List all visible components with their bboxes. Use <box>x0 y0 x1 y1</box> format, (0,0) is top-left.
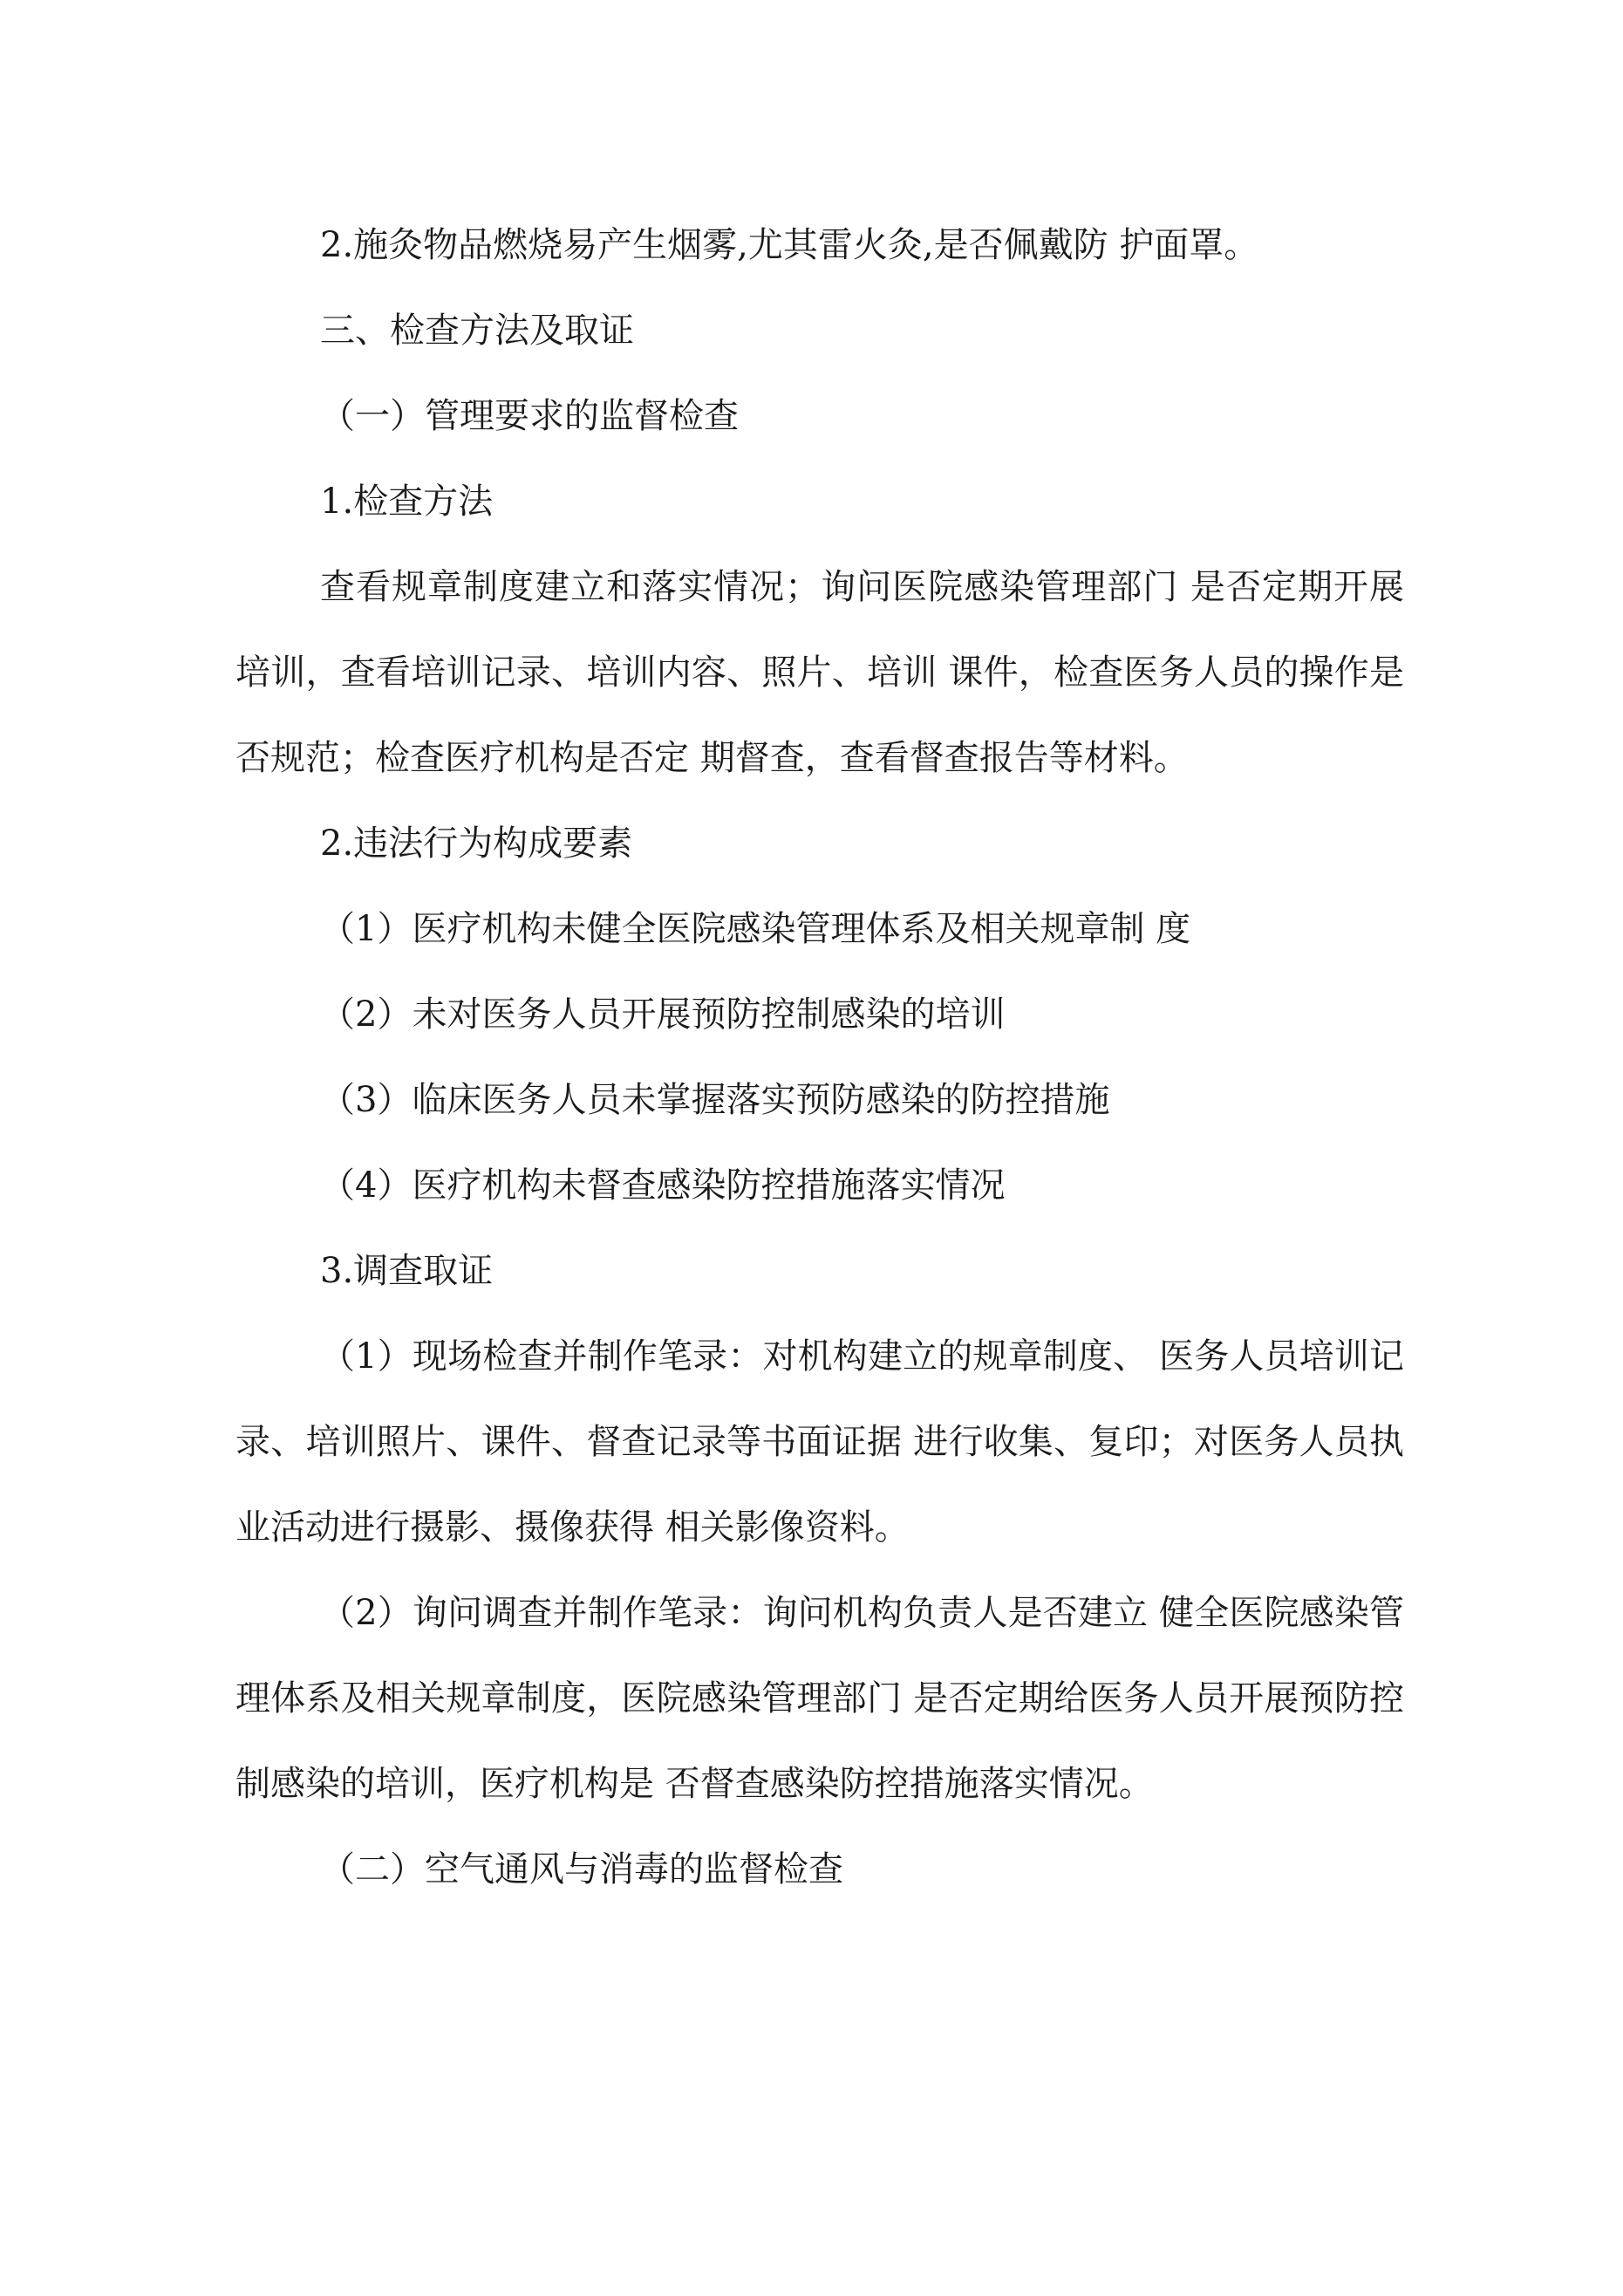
item-violation-elements: 2.违法行为构成要素 <box>320 823 633 864</box>
violation-element-2: （2）未对医务人员开展预防控制感染的培训 <box>320 994 1006 1035</box>
violation-element-1: （1）医疗机构未健全医院感染管理体系及相关规章制 度 <box>320 909 1191 949</box>
violation-element-3: （3）临床医务人员未掌握落实预防感染的防控措施 <box>320 1080 1110 1120</box>
heading-inspection-methods: 三、检查方法及取证 <box>320 311 634 351</box>
violation-element-4: （4）医疗机构未督查感染防控措施落实情况 <box>320 1165 1006 1206</box>
subheading-air-ventilation: （二）空气通风与消毒的监督检查 <box>320 1849 843 1889</box>
evidence-step-1: （1）现场检查并制作笔录：对机构建立的规章制度、 医务人员培训记录、培训照片、课件、督查记录等书面证据 进行收集、复印；对医务人员执业活动进行摄影、摄像获得 相关影像资料。 <box>235 1336 1404 1548</box>
item-inspection-method: 1.检查方法 <box>320 482 494 522</box>
item-evidence-collection: 3.调查取证 <box>320 1251 494 1291</box>
paragraph-moxibustion-smoke: 2.施灸物品燃烧易产生烟雾,尤其雷火灸,是否佩戴防 护面罩。 <box>320 225 1259 265</box>
subheading-management-requirements: （一）管理要求的监督检查 <box>320 396 739 436</box>
evidence-step-2: （2）询问调查并制作笔录：询问机构负责人是否建立 健全医院感染管理体系及相关规章制度，医院感染管理部门 是否定期给医务人员开展预防控制感染的培训，医疗机构是 否督查感染防控措施落实情况。 <box>235 1593 1404 1804</box>
document-body <box>235 202 1404 1912</box>
paragraph-inspection-method-body: 查看规章制度建立和落实情况；询问医院感染管理部门 是否定期开展培训，查看培训记录、培训内容、照片、培训 课件，检查医务人员的操作是否规范；检查医疗机构是否定 期督查，查看督查报告等材料。 <box>235 567 1404 778</box>
